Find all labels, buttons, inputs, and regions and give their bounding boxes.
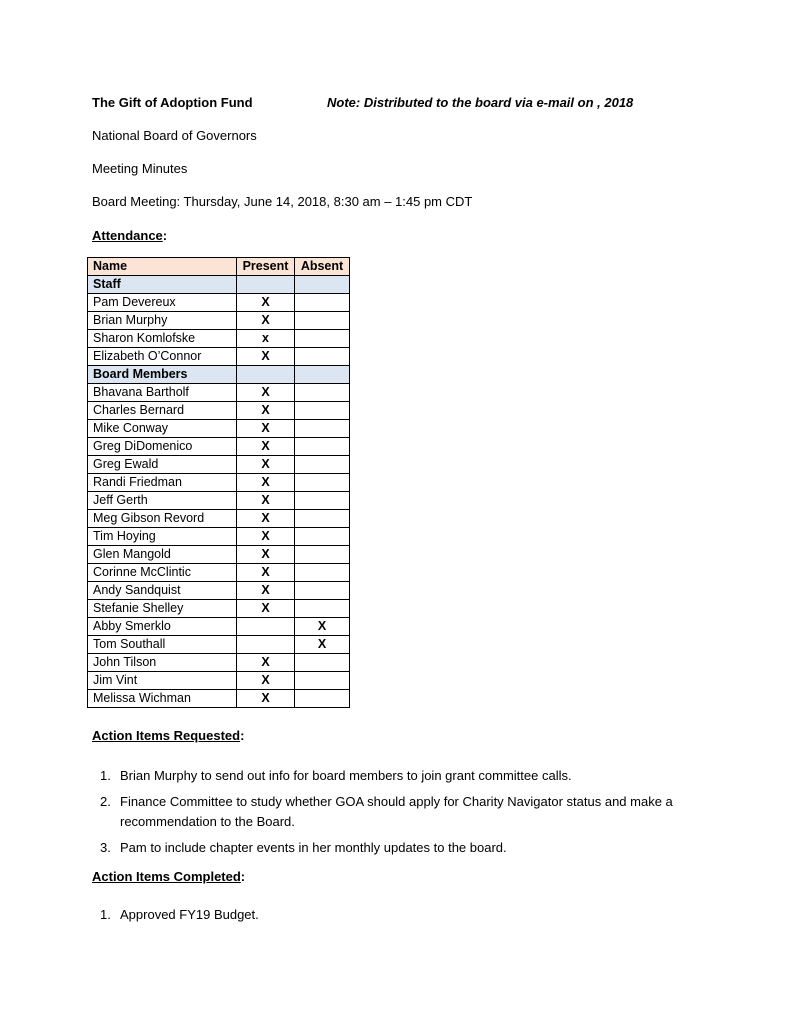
member-name: Greg DiDomenico — [88, 438, 237, 456]
present-mark: X — [237, 654, 295, 672]
absent-mark — [295, 510, 350, 528]
table-row — [88, 510, 350, 528]
table-row — [88, 474, 350, 492]
attendance-heading — [92, 228, 167, 243]
table-row — [88, 420, 350, 438]
table-row — [88, 312, 350, 330]
present-cell — [237, 276, 295, 294]
action-requested-title-colon: : — [240, 728, 245, 743]
item-text: Pam to include chapter events in her monthly updates to the board. — [120, 840, 507, 855]
present-mark: X — [237, 528, 295, 546]
absent-mark — [295, 654, 350, 672]
present-mark: X — [237, 492, 295, 510]
item-text: Brian Murphy to send out info for board members to join grant committee calls. — [120, 768, 572, 783]
table-row — [88, 294, 350, 312]
present-mark: X — [237, 510, 295, 528]
member-name: John Tilson — [88, 654, 237, 672]
section-label: Board Members — [88, 366, 237, 384]
attendance-title-colon: : — [162, 228, 168, 243]
present-mark — [237, 636, 295, 654]
attendance-header-row — [88, 258, 350, 276]
absent-mark — [295, 456, 350, 474]
member-name: Andy Sandquist — [88, 582, 237, 600]
table-row — [88, 672, 350, 690]
present-mark: X — [237, 582, 295, 600]
action-requested-list — [100, 766, 720, 864]
attendance-title: Attendance — [92, 228, 163, 243]
present-mark: X — [237, 312, 295, 330]
absent-mark — [295, 546, 350, 564]
member-name: Stefanie Shelley — [88, 600, 237, 618]
distribution-note: Note: Distributed to the board via e-mail on , 2018 — [327, 95, 634, 110]
present-mark: X — [237, 402, 295, 420]
table-row — [88, 546, 350, 564]
absent-mark — [295, 384, 350, 402]
present-mark: X — [237, 564, 295, 582]
table-row — [88, 690, 350, 708]
absent-mark — [295, 564, 350, 582]
attendance-table — [87, 257, 350, 708]
member-name: Tom Southall — [88, 636, 237, 654]
absent-mark: X — [295, 636, 350, 654]
table-row — [88, 348, 350, 366]
member-name: Elizabeth O’Connor — [88, 348, 237, 366]
absent-mark — [295, 330, 350, 348]
action-requested-heading — [92, 728, 244, 743]
item-number: 2. — [100, 794, 111, 809]
absent-mark — [295, 312, 350, 330]
member-name: Melissa Wichman — [88, 690, 237, 708]
section-row-board-members — [88, 366, 350, 384]
table-row — [88, 402, 350, 420]
present-mark: X — [237, 690, 295, 708]
present-mark: X — [237, 600, 295, 618]
meeting-details: Board Meeting: Thursday, June 14, 2018, 8:30 am – 1:45 pm CDT — [92, 194, 473, 209]
fund-name: The Gift of Adoption Fund — [92, 95, 253, 110]
present-mark: X — [237, 456, 295, 474]
present-mark: X — [237, 294, 295, 312]
column-header-present: Present — [237, 258, 295, 276]
board-name: National Board of Governors — [92, 128, 257, 143]
absent-cell — [295, 366, 350, 384]
member-name: Tim Hoying — [88, 528, 237, 546]
member-name: Abby Smerklo — [88, 618, 237, 636]
document-type: Meeting Minutes — [92, 161, 188, 176]
item-number: 3. — [100, 840, 111, 855]
table-row — [88, 456, 350, 474]
column-header-name: Name — [88, 258, 237, 276]
action-completed-heading — [92, 869, 245, 884]
table-row — [88, 600, 350, 618]
action-completed-title-colon: : — [240, 869, 246, 884]
member-name: Brian Murphy — [88, 312, 237, 330]
table-row — [88, 438, 350, 456]
member-name: Mike Conway — [88, 420, 237, 438]
absent-mark — [295, 528, 350, 546]
item-number: 1. — [100, 907, 111, 922]
list-item — [100, 766, 720, 786]
action-completed-title: Action Items Completed — [92, 869, 241, 884]
absent-mark — [295, 582, 350, 600]
absent-mark — [295, 402, 350, 420]
present-mark: X — [237, 546, 295, 564]
table-row — [88, 564, 350, 582]
present-mark: X — [237, 672, 295, 690]
member-name: Meg Gibson Revord — [88, 510, 237, 528]
absent-mark — [295, 348, 350, 366]
list-item — [100, 838, 720, 858]
absent-mark — [295, 492, 350, 510]
present-mark — [237, 618, 295, 636]
present-cell — [237, 366, 295, 384]
present-mark: X — [237, 474, 295, 492]
present-mark: x — [237, 330, 295, 348]
section-row-staff — [88, 276, 350, 294]
table-row — [88, 582, 350, 600]
absent-mark — [295, 690, 350, 708]
present-mark: X — [237, 420, 295, 438]
member-name: Glen Mangold — [88, 546, 237, 564]
member-name: Randi Friedman — [88, 474, 237, 492]
item-text: Finance Committee to study whether GOA should apply for Charity Navigator status and make a recommendation to the Board. — [120, 794, 673, 829]
column-header-absent: Absent — [295, 258, 350, 276]
list-item — [100, 905, 720, 925]
table-row — [88, 654, 350, 672]
absent-mark: X — [295, 618, 350, 636]
absent-cell — [295, 276, 350, 294]
absent-mark — [295, 474, 350, 492]
member-name: Sharon Komlofske — [88, 330, 237, 348]
list-item — [100, 792, 720, 832]
item-number: 1. — [100, 768, 111, 783]
member-name: Corinne McClintic — [88, 564, 237, 582]
absent-mark — [295, 672, 350, 690]
absent-mark — [295, 600, 350, 618]
attendance-table-body — [88, 258, 350, 708]
table-row — [88, 636, 350, 654]
absent-mark — [295, 420, 350, 438]
member-name: Charles Bernard — [88, 402, 237, 420]
present-mark: X — [237, 384, 295, 402]
table-row — [88, 492, 350, 510]
table-row — [88, 384, 350, 402]
present-mark: X — [237, 438, 295, 456]
absent-mark — [295, 294, 350, 312]
action-requested-title: Action Items Requested — [92, 728, 241, 743]
item-text: Approved FY19 Budget. — [120, 907, 259, 922]
member-name: Jim Vint — [88, 672, 237, 690]
member-name: Pam Devereux — [88, 294, 237, 312]
absent-mark — [295, 438, 350, 456]
table-row — [88, 618, 350, 636]
table-row — [88, 330, 350, 348]
member-name: Jeff Gerth — [88, 492, 237, 510]
section-label: Staff — [88, 276, 237, 294]
member-name: Greg Ewald — [88, 456, 237, 474]
present-mark: X — [237, 348, 295, 366]
table-row — [88, 528, 350, 546]
action-completed-list — [100, 905, 720, 931]
member-name: Bhavana Bartholf — [88, 384, 237, 402]
